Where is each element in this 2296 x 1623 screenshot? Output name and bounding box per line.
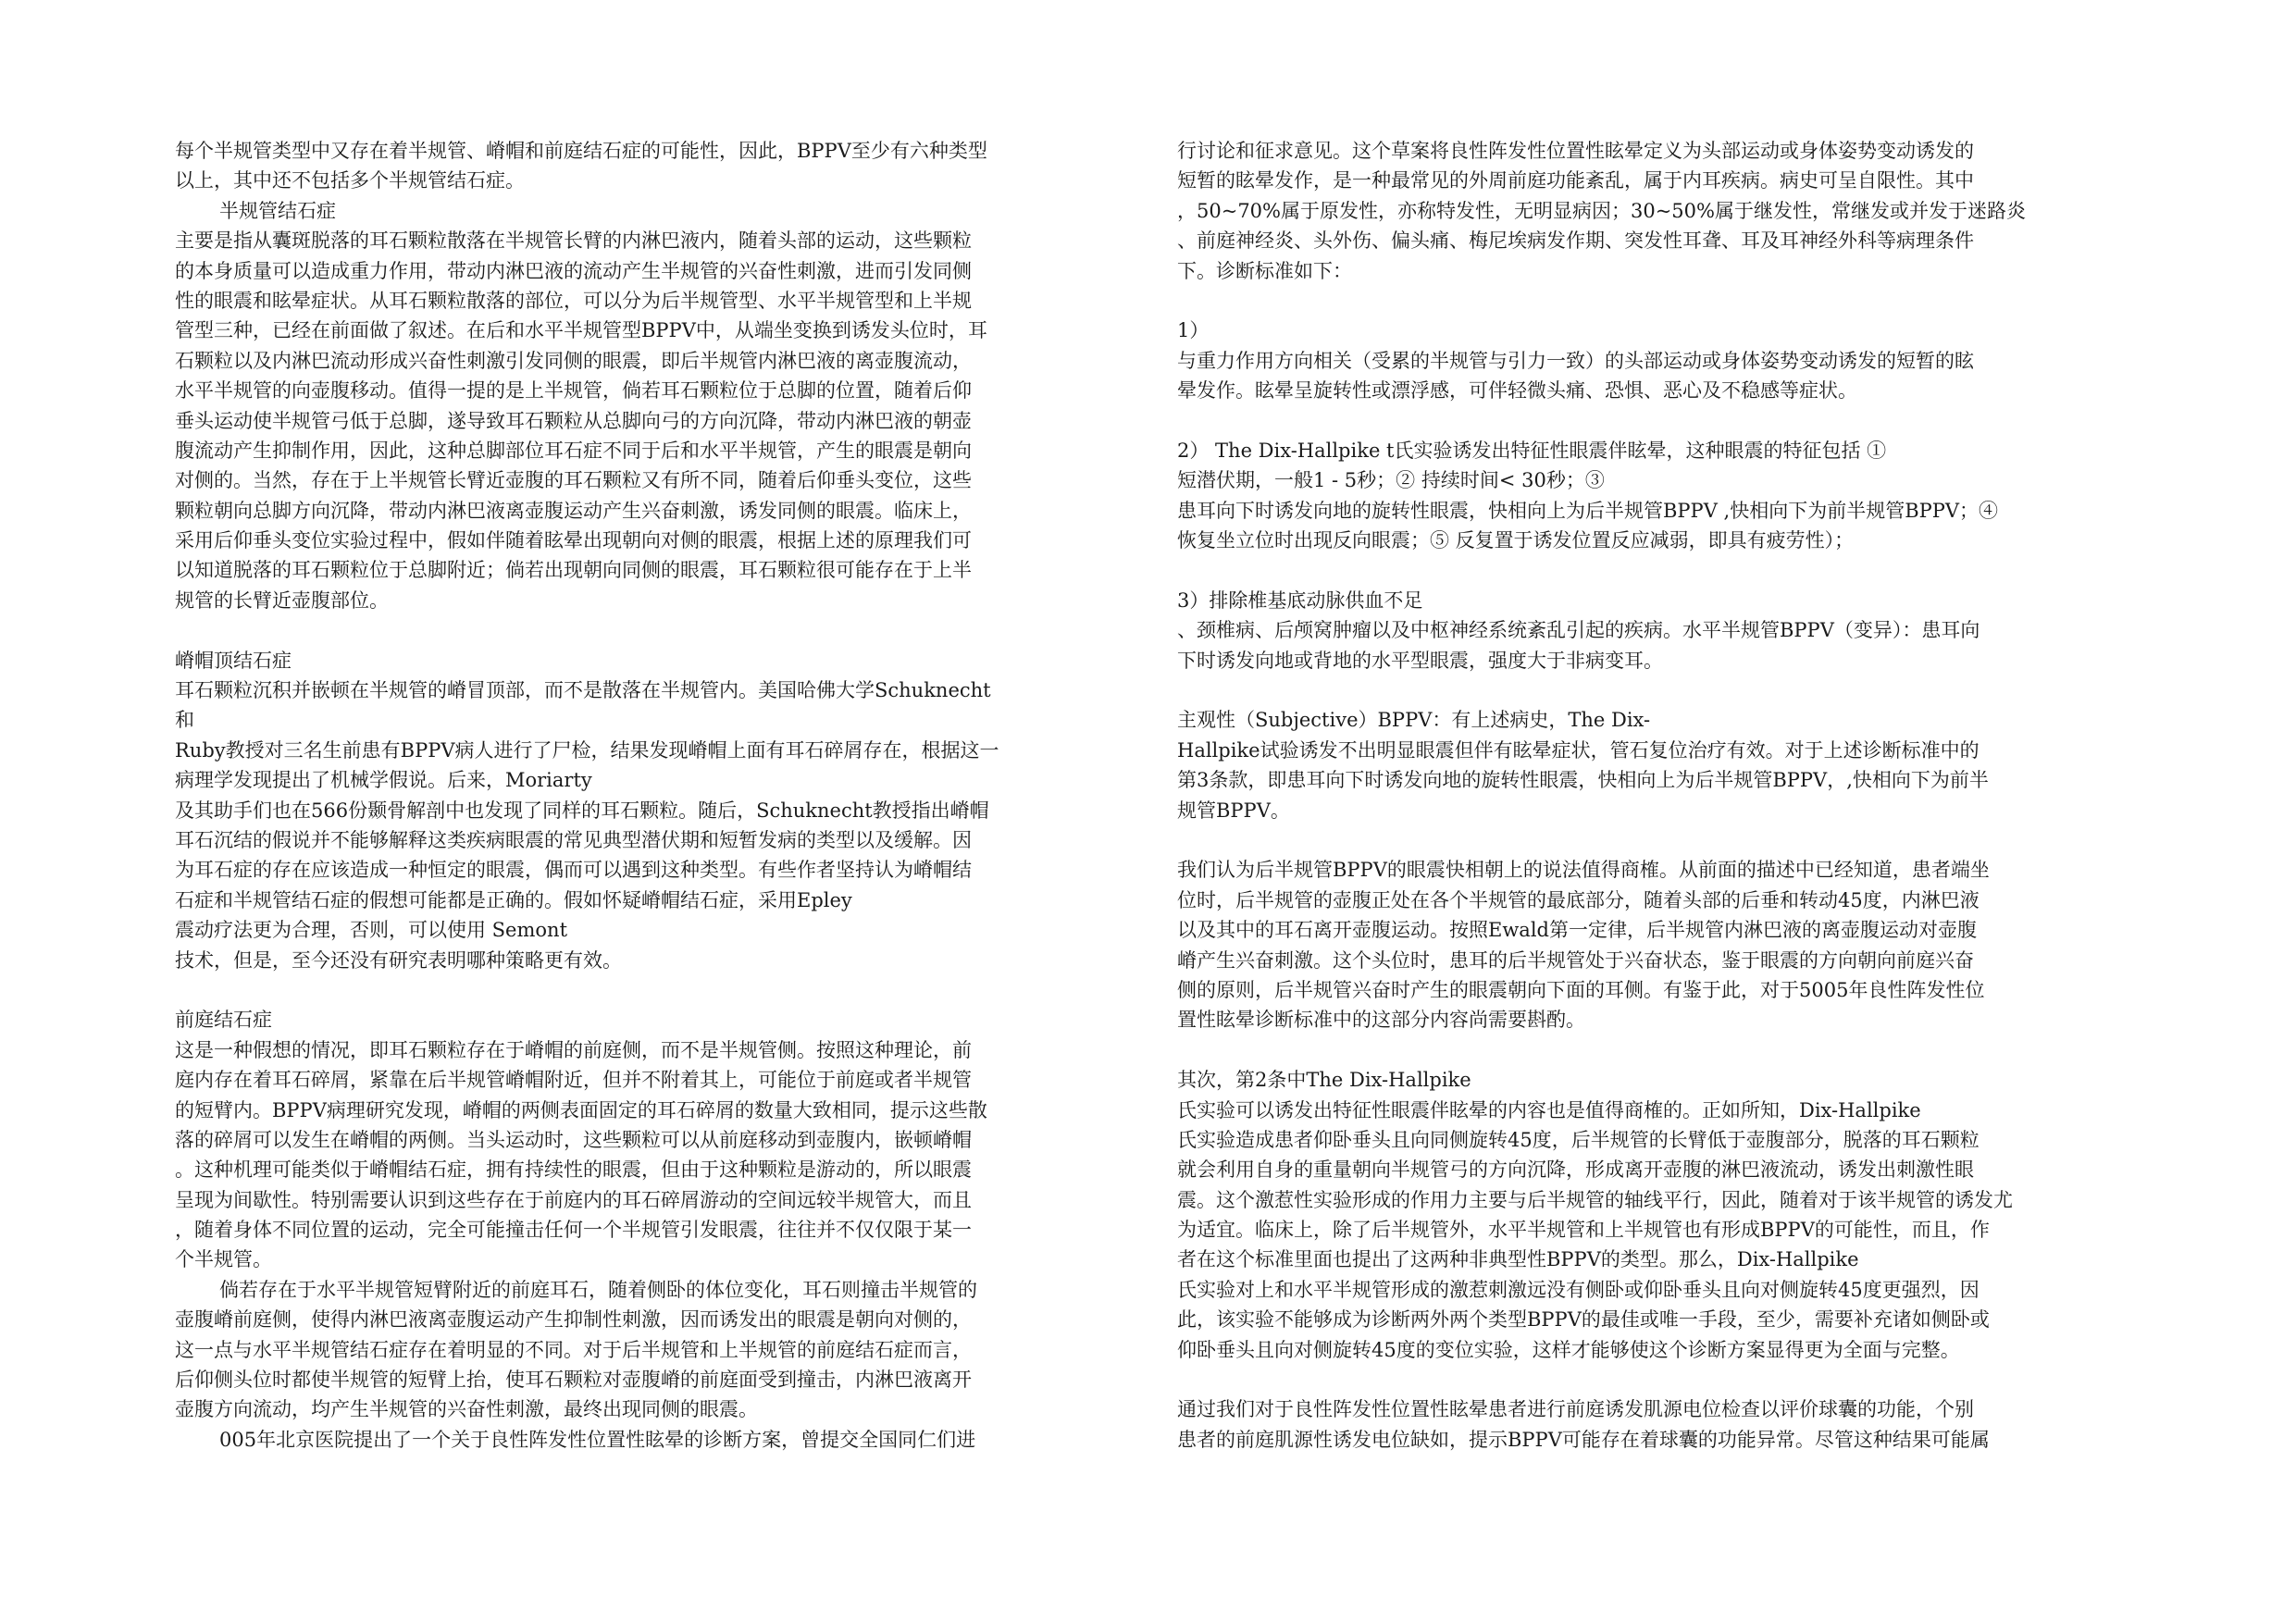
left-text-line: 颗粒朝向总脚方向沉降，带动内淋巴液离壶腹运动产生兴奋刺激，诱发同侧的眼震。临床上， <box>175 499 972 522</box>
right-text-line: 患耳向下时诱发向地的旋转性眼震，快相向上为后半规管BPPV ,快相向下为前半规管BPPV；④ <box>1177 499 1999 522</box>
right-text-line: 者在这个标准里面也提出了这两种非典型性BPPV的类型。那么，Dix-Hallpike <box>1177 1248 1859 1271</box>
right-text-line: 此，该实验不能够成为诊断两外两个类型BPPV的最佳或唯一手段，至少，需要补充诸如侧卧或 <box>1177 1308 1990 1332</box>
right-text-line: 以及其中的耳石离开壶腹运动。按照Ewald第一定律，后半规管内淋巴液的离壶腹运动对壶腹 <box>1177 919 1977 942</box>
left-text-line: 庭内存在着耳石碎屑，紧靠在后半规管嵴帽附近，但并不附着其上，可能位于前庭或者半规管 <box>175 1069 972 1092</box>
right-text-line: 短暂的眩晕发作，是一种最常见的外周前庭功能紊乱，属于内耳疾病。病史可呈自限性。其中 <box>1177 169 1974 192</box>
left-text-line: 石颗粒以及内淋巴流动形成兴奋性刺激引发同侧的眼震，即后半规管内淋巴液的离壶腹流动， <box>175 349 972 372</box>
right-text-line: 氏实验可以诱发出特征性眼震伴眩晕的内容也是值得商榷的。正如所知，Dix-Hallpike <box>1177 1098 1921 1121</box>
right-text-line: 晕发作。眩晕呈旋转性或漂浮感，可伴轻微头痛、恐惧、恶心及不稳感等症状。 <box>1177 379 1857 403</box>
right-text-line: 震。这个激惹性实验形成的作用力主要与后半规管的轴线平行，因此，随着对于该半规管的诱发尤 <box>1177 1188 2013 1211</box>
left-text-line: 呈现为间歇性。特别需要认识到这些存在于前庭内的耳石碎屑游动的空间远较半规管大，而且 <box>175 1188 972 1211</box>
right-text-line: 患者的前庭肌源性诱发电位缺如，提示BPPV可能存在着球囊的功能异常。尽管这种结果可能属 <box>1177 1428 1990 1451</box>
right-text-line: 就会利用自身的重量朝向半规管弓的方向沉降，形成离开壶腹的淋巴液流动，诱发出刺激性眼 <box>1177 1158 1974 1182</box>
right-blank-line <box>1177 1365 2130 1394</box>
left-text-line: 性的眼震和眩晕症状。从耳石颗粒散落的部位，可以分为后半规管型、水平半规管型和上半规 <box>175 289 972 312</box>
right-text-line: 主观性（Subjective）BPPV：有上述病史，The Dix- <box>1177 709 1651 732</box>
right-text-line: 与重力作用方向相关（受累的半规管与引力一致）的头部运动或身体姿势变动诱发的短暂的眩 <box>1177 349 1974 372</box>
left-text-line: 以知道脱落的耳石颗粒位于总脚附近；倘若出现朝向同侧的眼震，耳石颗粒很可能存在于上半 <box>175 559 972 582</box>
right-text-line: 1） <box>1177 319 1210 342</box>
right-text-line: 其次，第2条中The Dix-Hallpike <box>1177 1069 1471 1092</box>
right-column <box>1177 136 2130 1455</box>
left-text-line: Ruby教授对三名生前患有BPPV病人进行了尸检，结果发现嵴帽上面有耳石碎屑存在，根据这一 <box>175 738 999 762</box>
right-blank-line <box>1177 825 2130 855</box>
right-text-line: 下。诊断标准如下： <box>1177 259 1352 282</box>
right-text-line: 仰卧垂头且向对侧旋转45度的变位实验，这样才能够使这个诊断方案显得更为全面与完整。 <box>1177 1338 1960 1361</box>
right-text-line: 氏实验造成患者仰卧垂头且向同侧旋转45度，后半规管的长臂低于壶腹部分，脱落的耳石颗粒 <box>1177 1128 1980 1151</box>
left-text-line: 腹流动产生抑制作用，因此，这种总脚部位耳石症不同于后和水平半规管，产生的眼震是朝向 <box>175 439 972 462</box>
left-text-line: 倘若存在于水平半规管短臂附近的前庭耳石，随着侧卧的体位变化，耳石则撞击半规管的 <box>219 1278 977 1301</box>
right-text-line: ，50~70%属于原发性，亦称特发性，无明显病因；30~50%属于继发性，常继发或并发于迷路炎 <box>1177 199 2026 222</box>
left-text-line: 壶腹嵴前庭侧，使得内淋巴液离壶腹运动产生抑制性刺激，因而诱发出的眼震是朝向对侧的， <box>175 1308 972 1332</box>
left-text-line: 采用后仰垂头变位实验过程中，假如伴随着眩晕出现朝向对侧的眼震，根据上述的原理我们可 <box>175 529 972 552</box>
left-text-line: 为耳石症的存在应该造成一种恒定的眼震，偶而可以遇到这种类型。有些作者坚持认为嵴帽结 <box>175 859 972 882</box>
right-text-line: 短潜伏期，一般1 - 5秒；② 持续时间< 30秒；③ <box>1177 469 1605 492</box>
left-text-line: 耳石颗粒沉积并嵌顿在半规管的嵴冒顶部，而不是散落在半规管内。美国哈佛大学Schuknecht <box>175 679 991 702</box>
left-text-line: 主要是指从囊斑脱落的耳石颗粒散落在半规管长臂的内淋巴液内，随着头部的运动，这些颗粒 <box>175 229 972 253</box>
left-text-line: 以上，其中还不包括多个半规管结石症。 <box>175 169 525 192</box>
right-text-line: 侧的原则，后半规管兴奋时产生的眼震朝向下面的耳侧。有鉴于此，对于5005年良性阵发性位 <box>1177 978 1985 1001</box>
left-text-line: 及其助手们也在566份颞骨解剖中也发现了同样的耳石颗粒。随后，Schuknecht教授指出嵴帽 <box>175 799 989 822</box>
left-text-line: 前庭结石症 <box>175 1009 272 1032</box>
right-text-line: 位时，后半规管的壶腹正处在各个半规管的最底部分，随着头部的后垂和转动45度，内淋巴液 <box>1177 888 1980 911</box>
left-text-line: 落的碎屑可以发生在嵴帽的两侧。当头运动时，这些颗粒可以从前庭移动到壶腹内，嵌顿嵴帽 <box>175 1128 972 1151</box>
left-text-line: 对侧的。当然，存在于上半规管长臂近壶腹的耳石颗粒又有所不同，随着后仰垂头变位，这些 <box>175 469 972 492</box>
right-text-line: 我们认为后半规管BPPV的眼震快相朝上的说法值得商榷。从前面的描述中已经知道，患者端坐 <box>1177 859 1990 882</box>
right-blank-line <box>1177 1035 2130 1065</box>
right-text-line: 2） The Dix-Hallpike t氏实验诱发出特征性眼震伴眩晕，这种眼震的特征包括 ① <box>1177 439 1887 462</box>
right-blank-line <box>1177 286 2130 316</box>
left-text-line: 后仰侧头位时都使半规管的短臂上抬，使耳石颗粒对壶腹嵴的前庭面受到撞击，内淋巴液离开 <box>175 1369 972 1392</box>
left-column <box>175 136 1135 1455</box>
left-text-line: 005年北京医院提出了一个关于良性阵发性位置性眩晕的诊断方案，曾提交全国同仁们进 <box>219 1428 976 1451</box>
left-text-line: 这一点与水平半规管结石症存在着明显的不同。对于后半规管和上半规管的前庭结石症而言， <box>175 1338 972 1361</box>
right-text-line: 下时诱发向地或背地的水平型眼震，强度大于非病变耳。 <box>1177 649 1663 672</box>
right-text-line: 为适宜。临床上，除了后半规管外，水平半规管和上半规管也有形成BPPV的可能性，而且，作 <box>1177 1219 1990 1242</box>
left-text-line: ，随着身体不同位置的运动，完全可能撞击任何一个半规管引发眼震，往往并不仅仅限于某一 <box>175 1219 972 1242</box>
right-blank-line <box>1177 406 2130 436</box>
left-text-line: 每个半规管类型中又存在着半规管、嵴帽和前庭结石症的可能性，因此，BPPV至少有六种类型 <box>175 140 987 162</box>
right-blank-line <box>1177 555 2130 585</box>
right-text-line: 恢复坐立位时出现反向眼震；⑤ 反复置于诱发位置反应减弱，即具有疲劳性）； <box>1177 529 1855 552</box>
right-text-line: 氏实验对上和水平半规管形成的激惹刺激远没有侧卧或仰卧垂头且向对侧旋转45度更强烈，因 <box>1177 1278 1980 1301</box>
left-text-line: 半规管结石症 <box>219 199 336 222</box>
left-text-line: 技术，但是，至今还没有研究表明哪种策略更有效。 <box>175 948 622 972</box>
left-blank-line <box>175 975 1135 1005</box>
left-text-line: 管型三种，已经在前面做了叙述。在后和水平半规管型BPPV中，从端坐变换到诱发头位时，耳 <box>175 319 987 342</box>
left-text-line: 病理学发现提出了机械学假说。后来，Moriarty <box>175 769 592 792</box>
right-text-line: Hallpike试验诱发不出明显眼震但伴有眩晕症状，管石复位治疗有效。对于上述诊断标准中的 <box>1177 738 1980 762</box>
left-text-line: 耳石沉结的假说并不能够解释这类疾病眼震的常见典型潜伏期和短暂发病的类型以及缓解。因 <box>175 828 972 851</box>
left-text-line: 个半规管。 <box>175 1248 272 1271</box>
left-text-line: 震动疗法更为合理，否则，可以使用 Semont <box>175 919 568 942</box>
left-text-line: 规管的长臂近壶腹部位。 <box>175 588 389 612</box>
right-text-line: 通过我们对于良性阵发性位置性眩晕患者进行前庭诱发肌源电位检查以评价球囊的功能，个别 <box>1177 1398 1974 1421</box>
right-text-line: 置性眩晕诊断标准中的这部分内容尚需要斟酌。 <box>1177 1009 1585 1032</box>
left-text-line: 水平半规管的向壶腹移动。值得一提的是上半规管，倘若耳石颗粒位于总脚的位置，随着后仰 <box>175 379 972 403</box>
left-text-line: 和 <box>175 709 194 732</box>
left-blank-line <box>175 615 1135 645</box>
right-text-line: 3）排除椎基底动脉供血不足 <box>1177 588 1423 612</box>
left-text-line: 壶腹方向流动，均产生半规管的兴奋性刺激，最终出现同侧的眼震。 <box>175 1398 758 1421</box>
right-text-line: 嵴产生兴奋刺激。这个头位时，患耳的后半规管处于兴奋状态，鉴于眼震的方向朝向前庭兴奋 <box>1177 948 1974 972</box>
right-text-line: 行讨论和征求意见。这个草案将良性阵发性位置性眩晕定义为头部运动或身体姿势变动诱发的 <box>1177 140 1974 162</box>
right-text-line: 、颈椎病、后颅窝肿瘤以及中枢神经系统紊乱引起的疾病。水平半规管BPPV（变异）：患耳向 <box>1177 619 1980 642</box>
right-blank-line <box>1177 675 2130 705</box>
left-text-line: 嵴帽顶结石症 <box>175 649 292 672</box>
right-text-line: 第3条款，即患耳向下时诱发向地的旋转性眼震，快相向上为后半规管BPPV，,快相向下为前半 <box>1177 769 1989 792</box>
right-text-line: 规管BPPV。 <box>1177 799 1290 822</box>
left-text-line: 垂头运动使半规管弓低于总脚，遂导致耳石颗粒从总脚向弓的方向沉降，带动内淋巴液的朝壶 <box>175 409 972 432</box>
left-text-line: 的短臂内。BPPV病理研究发现，嵴帽的两侧表面固定的耳石碎屑的数量大致相同，提示这些散 <box>175 1098 987 1121</box>
left-text-line: 。这种机理可能类似于嵴帽结石症，拥有持续性的眼震，但由于这种颗粒是游动的，所以眼震 <box>175 1158 972 1182</box>
left-text-line: 的本身质量可以造成重力作用，带动内淋巴液的流动产生半规管的兴奋性刺激，进而引发同侧 <box>175 259 972 282</box>
left-text-line: 这是一种假想的情况，即耳石颗粒存在于嵴帽的前庭侧，而不是半规管侧。按照这种理论，前 <box>175 1038 972 1061</box>
right-text-line: 、前庭神经炎、头外伤、偏头痛、梅尼埃病发作期、突发性耳聋、耳及耳神经外科等病理条件 <box>1177 229 1974 253</box>
left-text-line: 石症和半规管结石症的假想可能都是正确的。假如怀疑嵴帽结石症，采用Epley <box>175 888 852 911</box>
